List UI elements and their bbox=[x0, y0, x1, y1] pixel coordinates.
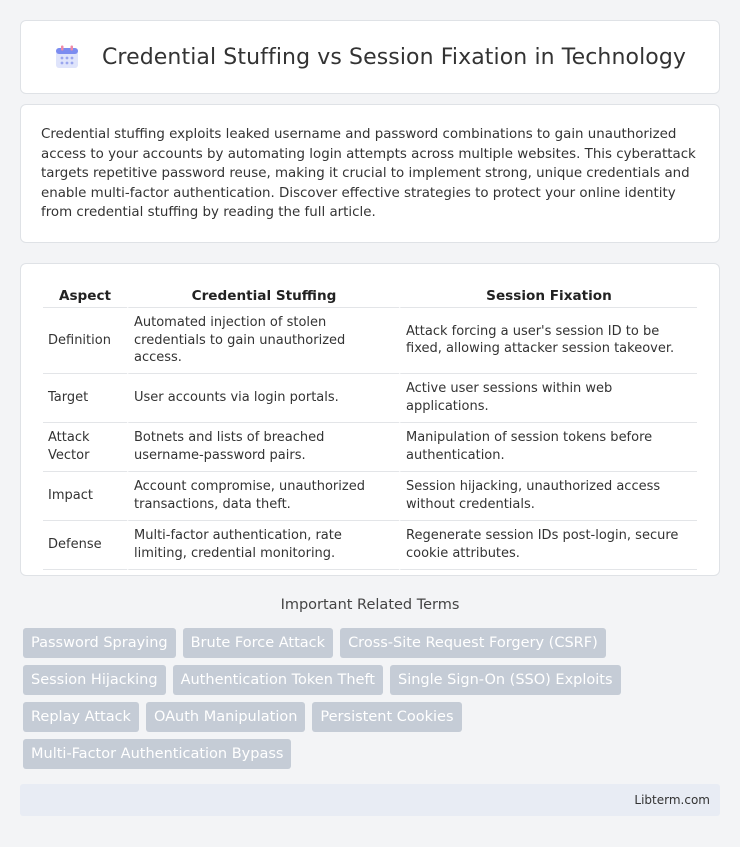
tag-row bbox=[23, 702, 723, 732]
table-header-row bbox=[43, 280, 697, 308]
comparison-card bbox=[20, 263, 720, 576]
intro-text: Credential stuffing exploits leaked username and password combinations to gain unauthorized access to your accounts by automating login attempts across multiple websites. This cyberattack targets repetitive password reuse, making it crucial to implement strong, unique credentials and enable multi-factor authentication. Discover effective strategies to protect your online identity from credential stuffing by reading the full article. bbox=[41, 127, 696, 221]
row-aspect: Impact bbox=[43, 472, 127, 521]
tag-oauth-manipulation[interactable]: OAuth Manipulation bbox=[146, 702, 305, 732]
table-row bbox=[43, 308, 697, 374]
tag-password-spraying[interactable]: Password Spraying bbox=[23, 628, 176, 658]
row-session-fixation: Attack forcing a user's session ID to be fixed, allowing attacker session takeover. bbox=[399, 308, 697, 374]
row-session-fixation: Regenerate session IDs post-login, secure cookie attributes. bbox=[399, 521, 697, 570]
row-credential-stuffing: Account compromise, unauthorized transactions, data theft. bbox=[127, 472, 399, 521]
calendar-icon bbox=[54, 44, 80, 70]
related-terms-list bbox=[23, 628, 723, 776]
header-aspect: Aspect bbox=[43, 280, 127, 308]
header-credential-stuffing: Credential Stuffing bbox=[127, 280, 399, 308]
related-terms-heading: Important Related Terms bbox=[280, 597, 460, 613]
row-session-fixation: Active user sessions within web applications. bbox=[399, 374, 697, 423]
row-credential-stuffing: Multi-factor authentication, rate limiting, credential monitoring. bbox=[127, 521, 399, 570]
tag-session-hijacking[interactable]: Session Hijacking bbox=[23, 665, 166, 695]
tag-mfa-bypass[interactable]: Multi-Factor Authentication Bypass bbox=[23, 739, 291, 769]
table-row bbox=[43, 423, 697, 472]
row-session-fixation: Session hijacking, unauthorized access without credentials. bbox=[399, 472, 697, 521]
tag-replay-attack[interactable]: Replay Attack bbox=[23, 702, 139, 732]
row-aspect: Target bbox=[43, 374, 127, 423]
table-row bbox=[43, 374, 697, 423]
row-session-fixation: Manipulation of session tokens before authentication. bbox=[399, 423, 697, 472]
tag-row bbox=[23, 739, 723, 769]
table-row bbox=[43, 472, 697, 521]
row-aspect: Attack Vector bbox=[43, 423, 127, 472]
footer-brand[interactable]: Libterm.com bbox=[634, 793, 710, 807]
row-aspect: Defense bbox=[43, 521, 127, 570]
row-credential-stuffing: Botnets and lists of breached username-password pairs. bbox=[127, 423, 399, 472]
table-row bbox=[43, 521, 697, 570]
tag-row bbox=[23, 665, 723, 695]
page-title: Credential Stuffing vs Session Fixation in Technology bbox=[101, 44, 687, 70]
footer bbox=[20, 784, 720, 816]
header-session-fixation: Session Fixation bbox=[399, 280, 697, 308]
tag-row bbox=[23, 628, 723, 658]
intro-card bbox=[20, 104, 720, 243]
row-credential-stuffing: User accounts via login portals. bbox=[127, 374, 399, 423]
tag-brute-force-attack[interactable]: Brute Force Attack bbox=[183, 628, 333, 658]
title-wrap bbox=[21, 21, 719, 93]
row-credential-stuffing: Automated injection of stolen credentials to gain unauthorized access. bbox=[127, 308, 399, 374]
tag-sso-exploits[interactable]: Single Sign-On (SSO) Exploits bbox=[390, 665, 621, 695]
comparison-table bbox=[43, 280, 697, 570]
row-aspect: Definition bbox=[43, 308, 127, 374]
tag-persistent-cookies[interactable]: Persistent Cookies bbox=[312, 702, 461, 732]
tag-csrf[interactable]: Cross-Site Request Forgery (CSRF) bbox=[340, 628, 606, 658]
tag-authentication-token-theft[interactable]: Authentication Token Theft bbox=[173, 665, 383, 695]
header-card bbox=[20, 20, 720, 94]
